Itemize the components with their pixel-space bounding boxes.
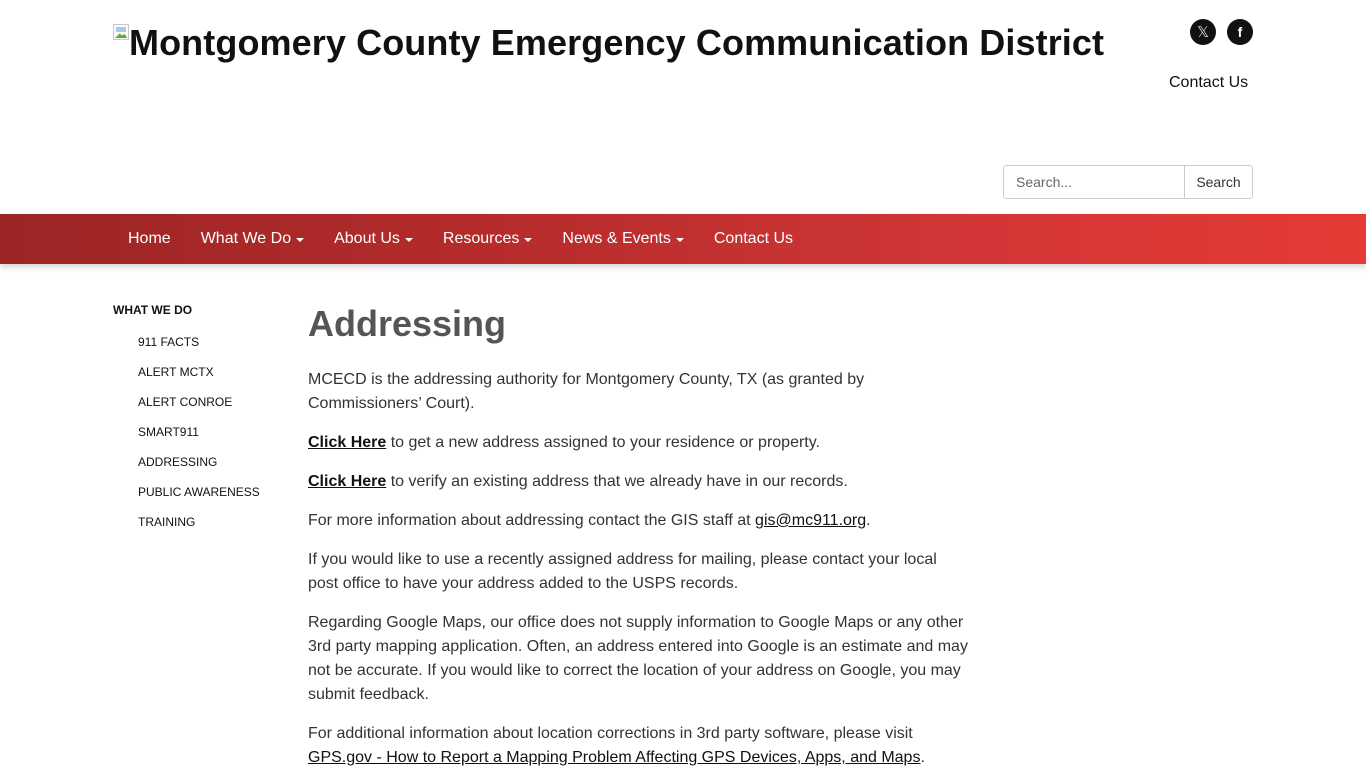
- nav-label: Resources: [442, 230, 520, 247]
- gis-email-link[interactable]: gis@mc911.org: [755, 512, 867, 529]
- nav-label: News & Events: [562, 230, 671, 247]
- site-title: Montgomery County Emergency Communication District: [129, 22, 1105, 63]
- sidebar-item-public-awareness[interactable]: PUBLIC AWARENESS: [138, 485, 260, 499]
- search-button[interactable]: Search: [1184, 165, 1253, 199]
- sidebar-item-911-facts[interactable]: 911 FACTS: [138, 335, 200, 349]
- paragraph-text: For more information about addressing contact the GIS staff at: [308, 512, 756, 529]
- gps-gov-paragraph: [308, 722, 968, 768]
- sidebar-list: [113, 335, 293, 545]
- intro-paragraph: MCECD is the addressing authority for Montgomery County, TX (as granted by Commissioners’ Court).: [308, 371, 865, 412]
- sidebar-title[interactable]: WHAT WE DO: [113, 303, 193, 317]
- nav-about-us[interactable]: [319, 214, 428, 264]
- google-maps-paragraph: Regarding Google Maps, our office does not supply information to Google Maps or any other 3rd party mapping application. Often, an address entered into Google is an estimate and may not be accurate. If you would like to correct the location of your address on Google, you may submit feedback.: [308, 614, 968, 703]
- mailing-paragraph: If you would like to use a recently assigned address for mailing, please contact your local post office to have your address added to the USPS records.: [308, 551, 937, 592]
- sidebar-item-alert-conroe[interactable]: ALERT CONROE: [138, 395, 233, 409]
- site-header: [0, 0, 1366, 214]
- main-nav: [0, 214, 1366, 264]
- social-links: [1190, 19, 1253, 45]
- paragraph-text: .: [866, 512, 871, 529]
- facebook-icon[interactable]: f: [1227, 19, 1253, 45]
- nav-label: What We Do: [200, 230, 292, 247]
- sidebar-item-training[interactable]: TRAINING: [138, 515, 196, 529]
- main-content: [308, 300, 968, 768]
- sidebar-item-addressing[interactable]: ADDRESSING: [138, 455, 218, 469]
- nav-label: About Us: [334, 230, 400, 247]
- sidebar: [113, 303, 293, 545]
- nav-what-we-do[interactable]: [186, 214, 319, 264]
- new-address-paragraph: [308, 431, 968, 455]
- paragraph-text: to verify an existing address that we already have in our records.: [386, 473, 848, 490]
- paragraph-text: to get a new address assigned to your residence or property.: [386, 434, 820, 451]
- page-title: Addressing: [308, 303, 507, 344]
- header-contact-link[interactable]: Contact Us: [1169, 74, 1249, 91]
- nav-home[interactable]: [113, 214, 186, 264]
- new-address-link[interactable]: Click Here: [308, 434, 387, 451]
- sidebar-item-alert-mctx[interactable]: ALERT MCTX: [138, 365, 214, 379]
- verify-address-link[interactable]: Click Here: [308, 473, 387, 490]
- nav-news-events[interactable]: [547, 214, 698, 264]
- x-twitter-icon[interactable]: 𝕏: [1190, 19, 1216, 45]
- paragraph-text: For additional information about location corrections in 3rd party software, please visit: [308, 725, 913, 742]
- verify-address-paragraph: [308, 470, 968, 494]
- search-form: [1003, 165, 1253, 199]
- nav-contact-us[interactable]: [699, 214, 808, 264]
- caret-down-icon: [676, 238, 684, 242]
- caret-down-icon: [524, 238, 532, 242]
- site-logo[interactable]: [113, 22, 1104, 64]
- sidebar-item-smart911[interactable]: SMART911: [138, 425, 199, 439]
- nav-label: Contact Us: [713, 230, 794, 247]
- search-input[interactable]: [1003, 165, 1184, 199]
- paragraph-text: .: [920, 749, 925, 766]
- caret-down-icon: [405, 238, 413, 242]
- gis-contact-paragraph: [308, 509, 968, 533]
- gps-gov-link[interactable]: GPS.gov - How to Report a Mapping Problem Affecting GPS Devices, Apps, and Maps: [308, 749, 921, 766]
- nav-resources[interactable]: [428, 214, 547, 264]
- caret-down-icon: [296, 238, 304, 242]
- broken-image-icon: [113, 24, 129, 40]
- nav-label: Home: [128, 230, 171, 247]
